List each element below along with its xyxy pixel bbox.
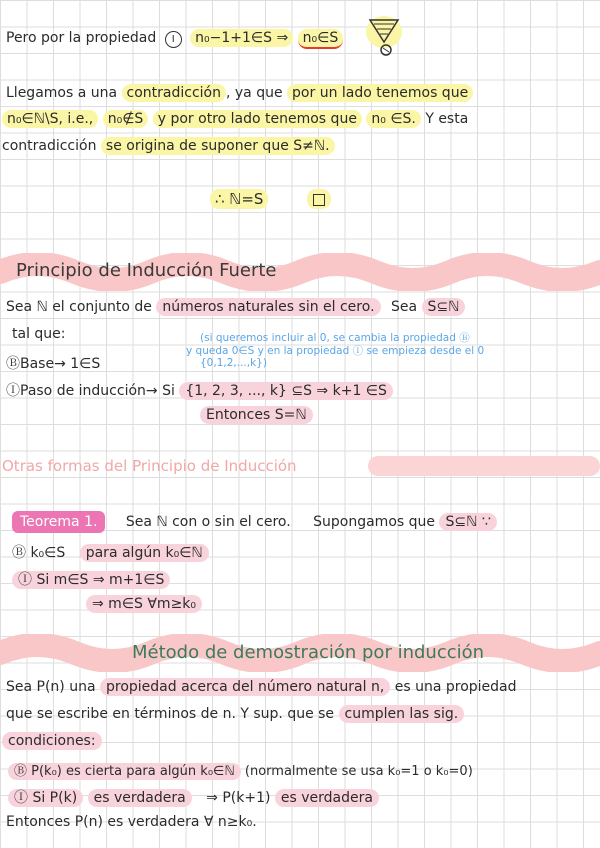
paragraph-line-1 — [6, 85, 473, 101]
n0-in-s-hl: n₀ ∈S. — [366, 110, 420, 128]
base-line: ⒷBase→ 1∈S — [6, 356, 101, 372]
por-un-lado-hl: por un lado tenemos que — [287, 84, 473, 102]
section-title-induccion-fuerte: Principio de Inducción Fuerte — [16, 260, 277, 281]
set-subset-s-hl: {1, 2, 3, ..., k} ⊆S ⇒ k+1 ∈S — [179, 382, 393, 400]
formula-n0-minus: n₀−1+1∈S ⇒ — [190, 29, 293, 47]
n0-notin-s-hl: n₀∉S — [103, 110, 149, 128]
conclusion-line — [210, 190, 331, 208]
tal-que-line: tal que: — [12, 326, 66, 342]
normalmente-text: (normalmente se usa k₀=1 o k₀=0) — [244, 764, 473, 779]
por-otro-lado-hl: y por otro lado tenemos que — [153, 110, 362, 128]
cumplen-hl: cumplen las sig. — [339, 705, 465, 723]
se-origina-hl: se origina de suponer que S≠ℕ. — [101, 137, 335, 155]
si-p-k-hl: Ⓘ Si P(k) — [8, 789, 83, 807]
y-esta-text: Y esta — [425, 111, 469, 127]
blue-note-2: y queda 0∈S y en la propiedad Ⓘ se empieza desde el 0 — [186, 345, 485, 357]
qed-box-icon — [313, 194, 325, 206]
es-una-text: es una propiedad — [394, 679, 517, 695]
que-se-escribe-text: que se escribe en términos de n. Y sup. que se — [6, 706, 335, 722]
teorema-label: Teorema 1. — [12, 511, 105, 533]
para-algun-hl: para algún k₀∈ℕ — [80, 544, 209, 562]
paragraph-line-3 — [2, 138, 335, 154]
forall-m-hl: ⇒ m∈S ∀m≥k₀ — [86, 595, 202, 613]
numeros-naturales-hl: números naturales sin el cero. — [156, 298, 380, 316]
blue-note-1: (si queremos incluir al 0, se cambia la propiedad Ⓑ — [200, 332, 470, 344]
condiciones-hl: condiciones: — [2, 732, 102, 750]
cond-1-line — [8, 760, 473, 779]
sea-n-cero-text: Sea ℕ con o sin el cero. — [125, 514, 291, 530]
entonces-line — [200, 407, 313, 423]
s-subset-n-hl: S⊆ℕ — [422, 298, 466, 316]
formula-n0-in-s: n₀∈S — [298, 29, 344, 49]
n0-in-n-minus-s-hl: n₀∈ℕ\S, i.e., — [2, 110, 98, 128]
entonces-s-equals-n-hl: Entonces S=ℕ — [200, 406, 313, 424]
line-pero — [6, 30, 343, 48]
final-line — [6, 814, 257, 830]
section-title-metodo: Método de demostración por inducción — [132, 642, 485, 663]
blue-note-3: {0,1,2,...,k}) — [200, 357, 267, 369]
supongamos-text: Supongamos que — [313, 514, 435, 530]
qed-box-wrap — [307, 189, 331, 209]
si-m-hl: Ⓘ Si m∈S ⇒ m+1∈S — [12, 571, 170, 589]
es-verdadera-hl-2: es verdadera — [275, 789, 379, 807]
sea-p-line — [6, 679, 517, 695]
que-se-escribe-line — [6, 706, 464, 722]
doodle-icon — [364, 10, 404, 60]
contradiccion-text: contradicción — [2, 138, 97, 154]
sea-n-text: Sea ℕ el conjunto de — [6, 299, 152, 315]
section2-bar — [368, 456, 600, 476]
paragraph-line-2 — [2, 111, 468, 127]
propiedad-hl: propiedad acerca del número natural n, — [100, 678, 390, 696]
cond-2-line — [8, 787, 379, 807]
s-subset-n-st-hl: S⊆ℕ ∵ — [439, 513, 496, 531]
paso-line — [6, 380, 393, 400]
si-m-line — [12, 569, 170, 589]
paso-text: ⒾPaso de inducción→ Si — [6, 383, 175, 399]
forall-line — [86, 596, 202, 612]
ya-que-text: , ya que — [226, 85, 283, 101]
p-k0-hl: Ⓑ P(k₀) es cierta para algún k₀∈ℕ — [8, 763, 241, 780]
llegamos-text: Llegamos a una — [6, 85, 118, 101]
k0-in-s-text: Ⓑ k₀∈S — [12, 545, 66, 561]
condiciones-line — [2, 733, 102, 749]
contradiccion-hl: contradicción — [122, 84, 226, 102]
circle-i-label: I — [165, 31, 182, 48]
teorema-line — [12, 514, 497, 530]
entonces-p-n-text: Entonces P(n) es verdadera ∀ n≥k₀. — [6, 814, 257, 830]
section-title-otras-formas: Otras formas del Principio de Inducción — [2, 457, 297, 475]
therefore-n-equals-s: ∴ ℕ=S — [210, 189, 268, 209]
sea-text: Sea — [390, 299, 418, 315]
pero-text: Pero por la propiedad — [6, 30, 157, 46]
sea-p-text: Sea P(n) una — [6, 679, 96, 695]
k0-in-s-line — [12, 542, 209, 562]
sea-n-line — [6, 299, 465, 315]
implies-p-k1-text: ⇒ P(k+1) — [206, 790, 271, 806]
es-verdadera-hl-1: es verdadera — [88, 789, 192, 807]
